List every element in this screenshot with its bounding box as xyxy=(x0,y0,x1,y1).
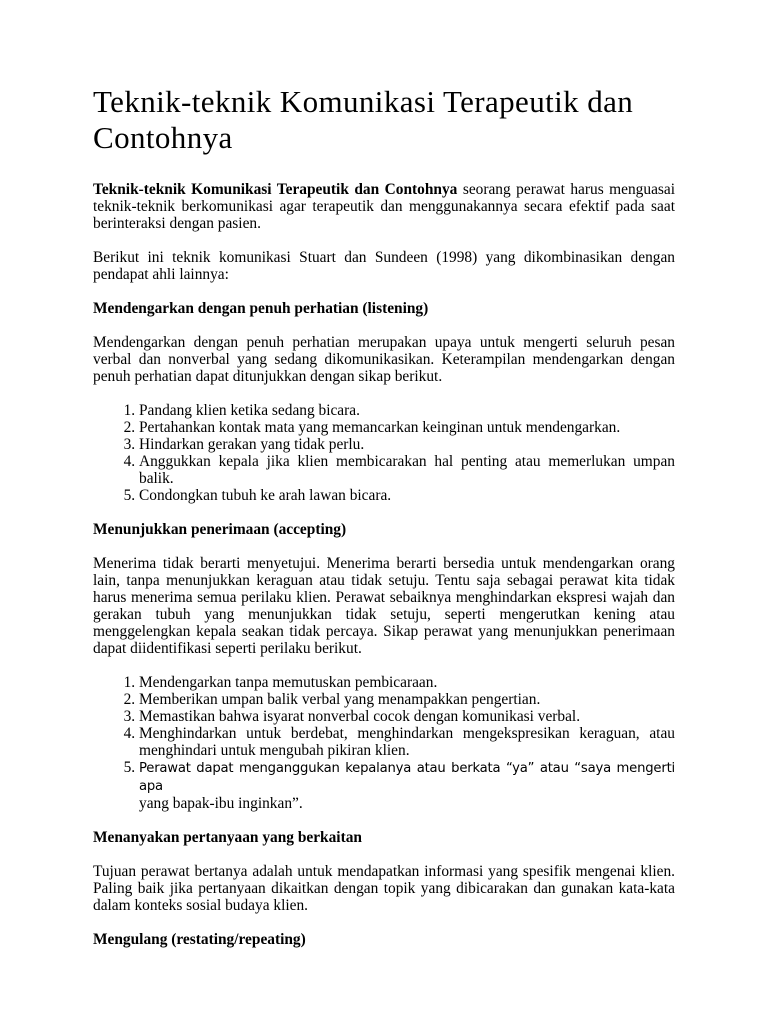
list-item: 2. Pertahankan kontak mata yang memancarkan keinginan untuk mendengarkan. xyxy=(139,419,675,436)
list-item: 1. Mendengarkan tanpa memutuskan pembicaraan. xyxy=(139,674,675,691)
section-heading-accepting: Menunjukkan penerimaan (accepting) xyxy=(93,521,347,538)
section-heading-questions: Menanyakan pertanyaan yang berkaitan xyxy=(93,829,362,846)
section-heading-listening: Mendengarkan dengan penuh perhatian (listening) xyxy=(93,300,429,317)
intro-bold-lead: Teknik-teknik Komunikasi Terapeutik dan Contohnya xyxy=(93,181,458,198)
list-item-line-a: Perawat dapat menganggukan kepalanya atau berkata “ya” atau “saya mengerti apa xyxy=(139,761,675,794)
list-item xyxy=(139,759,675,812)
list-accepting xyxy=(93,674,675,812)
intro2-paragraph: Berikut ini teknik komunikasi Stuart dan Sundeen (1998) yang dikombinasikan dengan pendapat ahli lainnya: xyxy=(93,249,675,283)
list-item: 3. Memastikan bahwa isyarat nonverbal cocok dengan komunikasi verbal. xyxy=(139,708,675,725)
list-item-line-b: yang bapak-ibu inginkan”. xyxy=(139,795,303,812)
section-body-questions: Tujuan perawat bertanya adalah untuk mendapatkan informasi yang spesifik mengenai klien. Paling baik jika pertanyaan dikaitkan dengan topik yang dibicarakan dan gunakan kata-kata dalam konteks sosial budaya klien. xyxy=(93,863,675,914)
list-item: 5. Condongkan tubuh ke arah lawan bicara. xyxy=(139,487,675,504)
list-listening xyxy=(93,402,675,504)
list-item: 4. Anggukkan kepala jika klien membicarakan hal penting atau memerlukan umpan balik. xyxy=(139,453,675,487)
list-item: 3. Hindarkan gerakan yang tidak perlu. xyxy=(139,436,675,453)
section-body-accepting: Menerima tidak berarti menyetujui. Menerima berarti bersedia untuk mendengarkan orang lain, tanpa menunjukkan keraguan atau tidak setuju. Tentu saja sebagai perawat kita tidak harus menerima semua perilaku klien. Perawat sebaiknya menghindarkan ekspresi wajah dan gerakan tubuh yang menunjukkan tidak setuju, seperti mengerutkan kening atau menggelengkan kepala seakan tidak percaya. Sikap perawat yang menunjukkan penerimaan dapat diidentifikasi seperti perilaku berikut. xyxy=(93,555,675,657)
list-item: 2. Memberikan umpan balik verbal yang menampakkan pengertian. xyxy=(139,691,675,708)
document-title: Teknik-teknik Komunikasi Terapeutik dan Contohnya xyxy=(93,84,634,155)
document-page xyxy=(93,84,675,965)
section-body-listening: Mendengarkan dengan penuh perhatian merupakan upaya untuk mengerti seluruh pesan verbal dan nonverbal yang sedang dikomunikasikan. Keterampilan mendengarkan dengan penuh perhatian dapat ditunjukkan dengan sikap berikut. xyxy=(93,334,675,385)
list-item: 1. Pandang klien ketika sedang bicara. xyxy=(139,402,675,419)
list-item: 4. Menghindarkan untuk berdebat, menghindarkan mengekspresikan keraguan, atau menghindari untuk mengubah pikiran klien. xyxy=(139,725,675,759)
intro-paragraph xyxy=(93,181,675,232)
section-heading-restating: Mengulang (restating/repeating) xyxy=(93,931,306,948)
intro-text: seorang perawat harus menguasai teknik-teknik berkomunikasi agar terapeutik dan menggunakannya secara efektif pada saat berinteraksi dengan pasien. xyxy=(93,181,675,232)
